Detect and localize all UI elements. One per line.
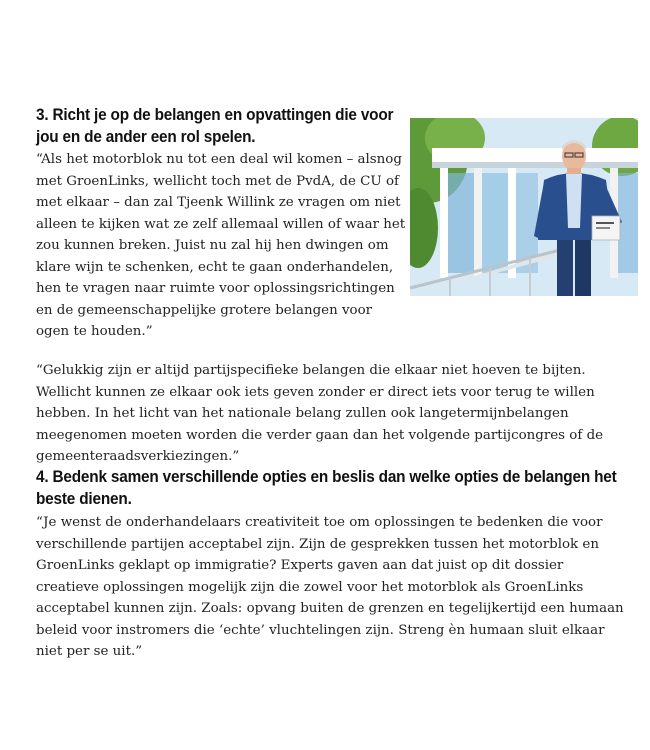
section-4-heading: 4. Bedenk samen verschillende opties en beslis dan welke opties de belangen het beste dienen. (36, 468, 617, 508)
section-4-paragraph-1: “Je wenst de onderhandelaars creativiteit toe om oplossingen te bedenken die voor verschillende partijen acceptabel zijn. Zijn de gesprekken tussen het motorblok en GroenLinks geklapt op immigratie? Experts gaven aan dat juist op dit dossier creatieve oplossingen mogelijk zijn die zowel voor het motorblok als GroenLinks acceptabel kunnen zijn. Zoals: opvang buiten de grenzen en tegelijkertijd een humaan beleid voor instromers die ‘echte’ vluchtelingen zijn. Streng èn humaan sluit elkaar niet per se uit.” (36, 515, 624, 659)
section-3-heading: 3. Richt je op de belangen en opvattingen die voor jou en de ander een rol spelen. (36, 106, 394, 146)
section-3-paragraph-2: “Gelukkig zijn er altijd partijspecifieke belangen die elkaar niet hoeven te bijten. Wellicht kunnen ze elkaar ook iets geven zonder er direct iets voor terug te willen hebben. In het licht van het nationale belang zullen ook langetermijnbelangen meegenomen moeten worden die verder gaan dan het volgende partijcongres of de gemeenteraadsverkiezingen.” (36, 363, 604, 464)
section-3-paragraph-1: “Als het motorblok nu tot een deal wil komen – alsnog met GroenLinks, wellicht toch met de PvdA, de CU of met elkaar – dan zal Tjeenk Willink ze vragen om niet alleen te kijken wat ze zelf allemaal willen of waar het zou kunnen breken. Juist nu zal hij hen dwingen om klare wijn te schenken, echt te gaan onderhandelen, hen te vragen naar ruimte voor oplossingsrichtingen en de gemeenschappelijke grotere belangen voor ogen te houden.” (36, 152, 406, 339)
portrait-photo (410, 118, 638, 296)
photo-illustration (410, 118, 638, 296)
